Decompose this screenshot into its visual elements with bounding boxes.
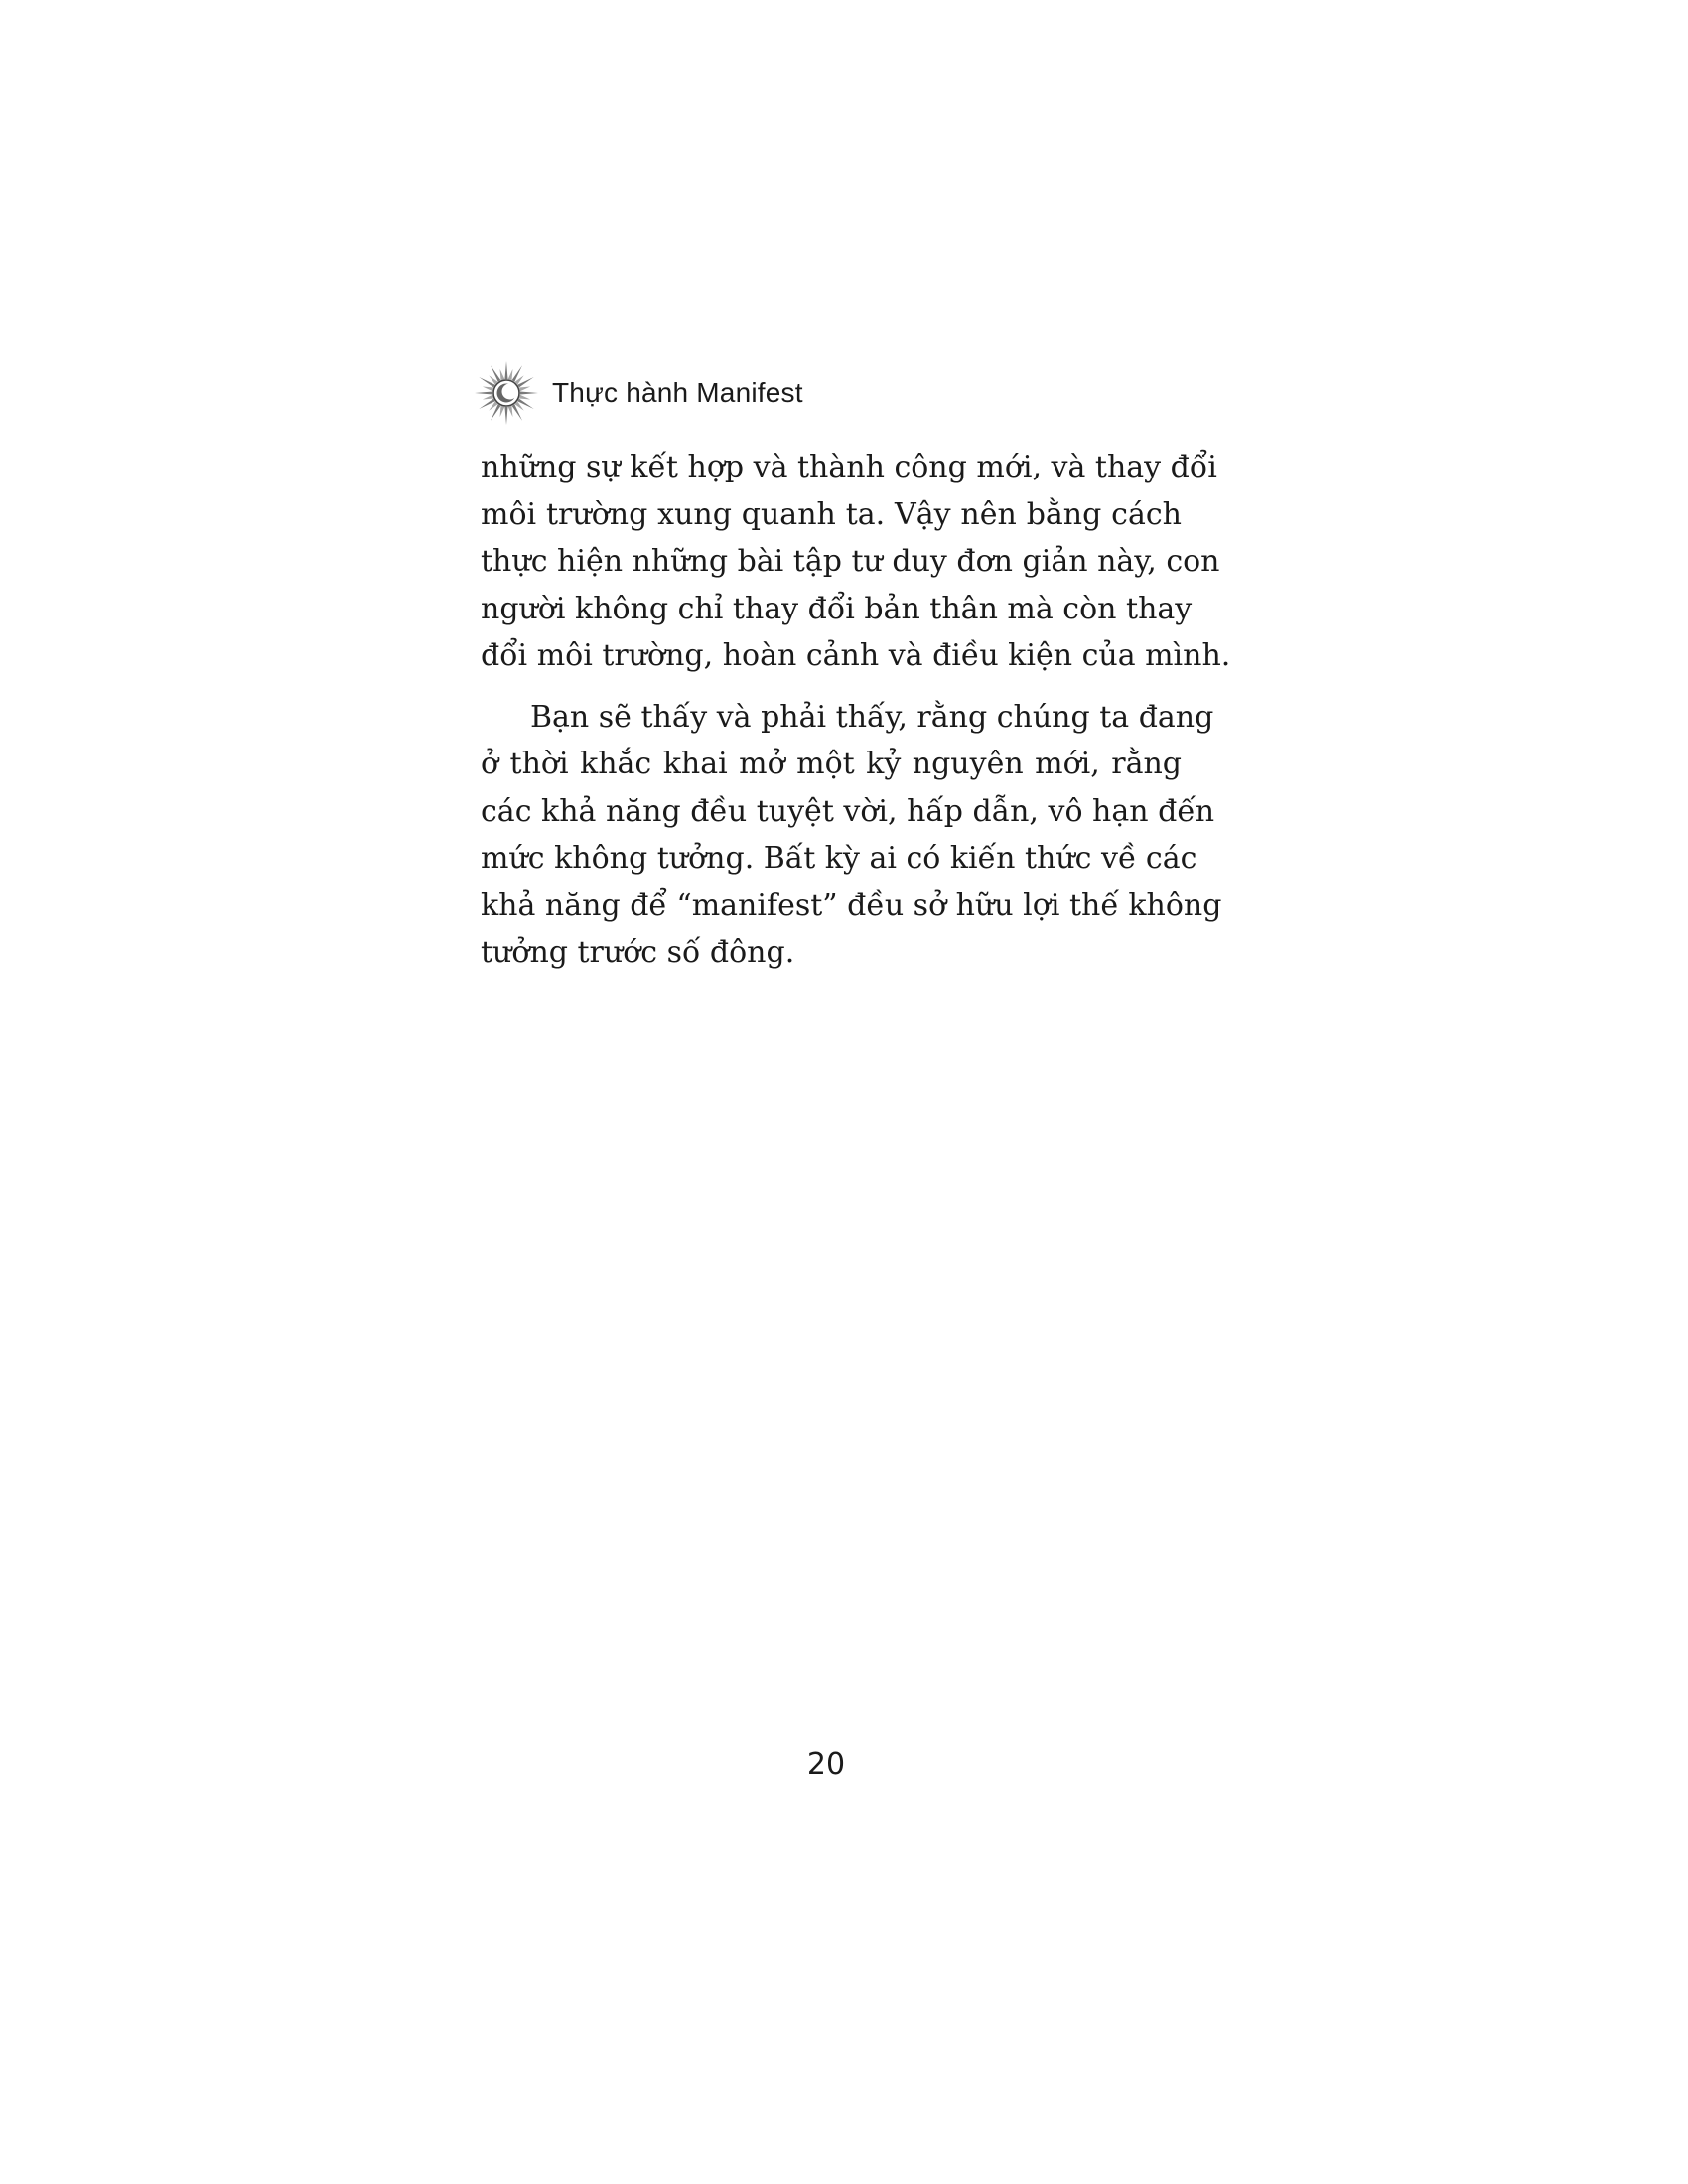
text-line: đổi môi trường, hoàn cảnh và điều kiện của mình.: [481, 638, 1231, 673]
text-line: ở thời khắc khai mở một kỷ nguyên mới, rằng: [481, 747, 1182, 781]
paragraph-1: [481, 444, 1231, 680]
sun-ray: [500, 369, 505, 380]
sun-ray: [519, 387, 530, 392]
sun-ray: [504, 361, 507, 379]
body-text: [481, 444, 1231, 977]
text-line: các khả năng đều tuyệt vời, hấp dẫn, vô hạn đến: [481, 793, 1215, 829]
page-number: 20: [806, 1747, 846, 1782]
text-line: những sự kết hợp và thành công mới, và thay đổi: [481, 450, 1217, 484]
text-line: khả năng để “manifest” đều sở hữu lợi thế không: [481, 887, 1222, 923]
sun-moon-icon: [473, 359, 540, 427]
text-line: môi trường xung quanh ta. Vậy nên bằng cách: [481, 496, 1182, 532]
paragraph-2: [481, 694, 1222, 977]
sun-ray: [500, 406, 505, 417]
sun-ray: [504, 407, 507, 425]
running-header-title: Thực hành Manifest: [552, 377, 803, 408]
sun-ray: [520, 391, 538, 394]
sun-ray: [483, 387, 493, 392]
sun-ray: [475, 391, 492, 394]
text-line: người không chỉ thay đổi bản thân mà còn thay: [481, 591, 1193, 626]
sun-ray: [483, 395, 493, 400]
sun-ray: [508, 406, 513, 417]
text-line: Bạn sẽ thấy và phải thấy, rằng chúng ta đang: [530, 699, 1214, 735]
text-line: thực hiện những bài tập tư duy đơn giản này, con: [481, 544, 1220, 579]
sun-ray: [519, 395, 530, 400]
running-header: [473, 359, 803, 427]
text-line: mức không tưởng. Bất kỳ ai có kiến thức về các: [481, 841, 1197, 876]
sun-ray: [508, 369, 513, 380]
text-line: tưởng trước số đông.: [481, 935, 795, 970]
